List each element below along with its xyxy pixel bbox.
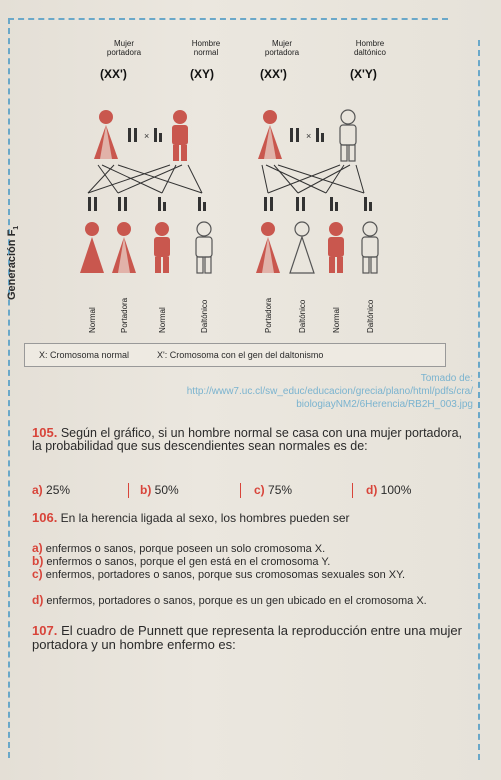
- question-106: [32, 511, 462, 525]
- offspring-colorblind-female: [290, 222, 314, 273]
- chromosomes-pair-2: [290, 128, 324, 142]
- source-line-1: Tomado de:: [420, 373, 473, 384]
- figure-legend: [24, 343, 446, 367]
- option-divider: [128, 483, 129, 498]
- genotype-2: (XY): [190, 67, 214, 81]
- inheritance-figure: [58, 25, 450, 340]
- dashed-frame-right: [478, 40, 480, 760]
- dashed-frame-top: [8, 18, 448, 20]
- option-106-a[interactable]: a) enfermos o sanos, porque poseen un solo cromosoma X.: [32, 541, 326, 555]
- question-number-105: 105.: [32, 425, 58, 440]
- parent-label-2: Hombre normal: [191, 39, 221, 57]
- question-105: [32, 426, 462, 453]
- offspring-colorblind-male-1: [196, 222, 212, 273]
- pedigree-drawing: [58, 25, 450, 340]
- option-divider: [352, 483, 353, 498]
- option-106-c[interactable]: c) enfermos, portadores o sanos, porque sus cromosomas sexuales son XY.: [32, 567, 406, 581]
- option-105-c[interactable]: c) 75%: [254, 483, 293, 497]
- option-divider: [240, 483, 241, 498]
- offspring-label-7: Normal: [332, 307, 341, 333]
- offspring-label-5: Portadora: [264, 297, 273, 333]
- svg-text:×: ×: [144, 131, 150, 141]
- question-number-106: 106.: [32, 510, 58, 525]
- source-line-3: biologiayNM2/6Herencia/RB2H_003.jpg: [296, 399, 473, 410]
- genotype-4: (X'Y): [350, 67, 377, 81]
- offspring-carrier-female-1: [112, 222, 136, 273]
- question-number-107: 107.: [32, 623, 58, 638]
- question-107: [32, 624, 462, 652]
- offspring-chromosomes: [88, 197, 372, 211]
- parent-label-4: Hombre daltónico: [353, 39, 387, 57]
- offspring-normal-male-1: [154, 222, 170, 273]
- cross-arrows: [88, 165, 364, 193]
- offspring-label-1: Normal: [88, 307, 97, 333]
- generation-label: Generación $F_1$: [6, 225, 21, 300]
- question-text-107: El cuadro de Punnett que representa la reproducción entre una mujer portadora y un hombre enfermo es:: [32, 623, 462, 652]
- parent-label-3: Mujer portadora: [264, 39, 300, 57]
- chromosomes-pair-1: [128, 128, 162, 142]
- options-105: [32, 483, 462, 499]
- question-text-106: En la herencia ligada al sexo, los hombres pueden ser: [60, 511, 350, 525]
- offspring-label-3: Normal: [158, 307, 167, 333]
- source-line-2: http://www7.uc.cl/sw_educ/educacion/grecia/plano/html/pdfs/cra/: [186, 386, 473, 397]
- svg-text:×: ×: [306, 131, 312, 141]
- offspring-label-6: Daltónico: [298, 299, 307, 333]
- parent-label-1: Mujer portadora: [106, 39, 142, 57]
- source-citation: [23, 372, 473, 411]
- parent-female-carrier-1: [94, 110, 118, 159]
- genotype-1: (XX'): [100, 67, 127, 81]
- offspring-normal-female-1: [80, 222, 104, 273]
- offspring-carrier-female-2: [256, 222, 280, 273]
- parent-male-normal-1: [172, 110, 188, 161]
- offspring-label-8: Daltónico: [366, 299, 375, 333]
- legend-normal: X: Cromosoma normal: [39, 350, 130, 360]
- parent-female-carrier-2: [258, 110, 282, 159]
- option-106-b[interactable]: b) enfermos o sanos, porque el gen está en el cromosoma Y.: [32, 554, 331, 568]
- question-text-105: Según el gráfico, si un hombre normal se casa con una mujer portadora, la probabilidad que sus descendientes sean normales es de:: [32, 426, 462, 453]
- option-105-a[interactable]: a) 25%: [32, 483, 71, 497]
- offspring-label-2: Portadora: [120, 297, 129, 333]
- offspring-colorblind-male-2: [362, 222, 378, 273]
- option-105-b[interactable]: b) 50%: [140, 483, 179, 497]
- dashed-frame-left: [8, 18, 10, 758]
- option-106-d[interactable]: d) enfermos, portadores o sanos, porque es un gen ubicado en el cromosoma X.: [32, 593, 427, 607]
- parent-male-colorblind: [340, 110, 356, 161]
- offspring-normal-male-2: [328, 222, 344, 273]
- genotype-3: (XX'): [260, 67, 287, 81]
- legend-affected: X': Cromosoma con el gen del daltonismo: [157, 350, 324, 360]
- offspring-label-4: Daltónico: [200, 299, 209, 333]
- option-105-d[interactable]: d) 100%: [366, 483, 412, 497]
